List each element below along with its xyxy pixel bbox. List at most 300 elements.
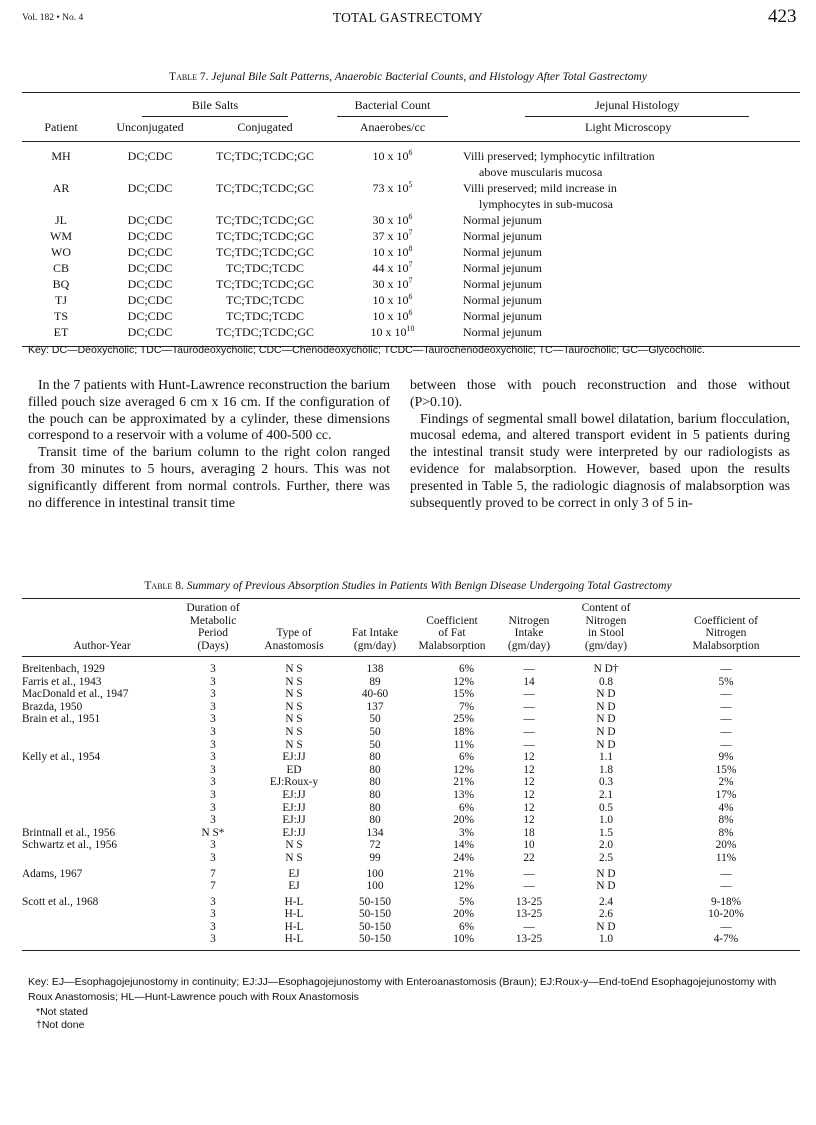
fat-intake-cell: 138 (366, 663, 384, 675)
nitrogen-intake-cell: 12 (523, 763, 535, 776)
table-row (22, 814, 800, 827)
nitrogen-intake-cell: — (523, 688, 535, 701)
fat-malabsorption-cell: 10% (453, 933, 474, 946)
header-line: (Days) (197, 639, 229, 652)
fat-malabsorption-cell: 12% (453, 880, 474, 893)
stool-nitrogen-cell: N D† (593, 663, 619, 675)
table-row (22, 802, 800, 815)
nitrogen-intake-cell: — (523, 738, 535, 751)
fat-intake-cell: 50 (369, 725, 381, 738)
nitrogen-malabsorption-cell: 5% (718, 675, 734, 688)
anastomosis-type-cell: N S (285, 839, 303, 852)
anaerobe-count-cell (330, 141, 455, 180)
histology-line: Normal jejunum (463, 292, 542, 307)
anastomosis-type-cell: EJ (288, 880, 300, 893)
nitrogen-malabsorption-cell: — (720, 867, 732, 880)
fat-intake-cell: 100 (366, 880, 384, 893)
fat-intake-cell: 40-60 (361, 688, 389, 701)
header-line: Anastomosis (264, 639, 324, 652)
count-base: 10 x 10 (372, 148, 409, 163)
anastomosis-type-cell: H-L (284, 920, 304, 933)
col-nitrogen-malabsorption (652, 602, 800, 657)
fat-intake-cell: 80 (369, 763, 381, 776)
table7-title: Jejunal Bile Salt Patterns, Anaerobic Bacterial Counts, and Histology After Total Gastrectomy (211, 71, 647, 83)
nitrogen-intake-cell: 12 (523, 776, 535, 789)
anastomosis-type-cell: EJ (288, 867, 300, 880)
count-base: 10 x 10 (372, 308, 409, 323)
col-author-year (22, 602, 182, 657)
stool-nitrogen-cell: 0.5 (598, 801, 614, 814)
nitrogen-malabsorption-cell: — (720, 700, 732, 713)
table-row (22, 676, 800, 689)
conjugated-cell: TC;TDC;TCDC;GC (215, 212, 314, 227)
col-stool-nitrogen (560, 602, 652, 657)
histology-line: Normal jejunum (463, 228, 542, 243)
paragraph: Findings of segmental small bowel dilatation, barium flocculation, mucosal edema, and altered transport evident in 5 patients during the intestinal transit study were interpreted by our radiologists as evidence for malabsorption. However, based upon the results presented in Table 5, the radiologic diagnosis of malabsorption was subsequently proved to be correct in only 3 of 5 in- (410, 410, 790, 510)
anaerobe-count-cell (330, 292, 455, 308)
header-line: (gm/day) (507, 639, 551, 652)
table-row (22, 657, 800, 676)
header-line: Duration of (186, 602, 240, 614)
duration-cell: 3 (210, 751, 216, 764)
anaerobe-count-cell (330, 212, 455, 228)
stool-nitrogen-cell: N D (596, 867, 616, 880)
fat-malabsorption-cell: 25% (453, 713, 474, 726)
author-year-cell (22, 789, 182, 802)
duration-cell: 7 (210, 880, 216, 893)
anaerobe-count-cell (330, 260, 455, 276)
count-exponent: 10 (406, 323, 415, 333)
fat-intake-cell: 100 (366, 867, 384, 880)
unconjugated-cell: DC;CDC (127, 228, 173, 243)
author-year-cell (22, 802, 182, 815)
anaerobe-count-cell (330, 244, 455, 260)
header-line: Nitrogen (508, 614, 550, 627)
nitrogen-intake-cell: 12 (523, 788, 535, 801)
table-row (22, 308, 800, 324)
fat-malabsorption-cell: 3% (458, 826, 474, 839)
duration-cell: 3 (210, 920, 216, 933)
histology-cell (455, 180, 800, 212)
col-anaerobes: Anaerobes/cc (359, 120, 426, 134)
conjugated-cell: TC;TDC;TCDC (225, 260, 304, 275)
anastomosis-type-cell: N S (285, 675, 303, 688)
histology-line: Normal jejunum (463, 260, 542, 275)
col-duration (182, 602, 244, 657)
stool-nitrogen-cell: 1.1 (598, 751, 614, 764)
paragraph: In the 7 patients with Hunt-Lawrence reconstruction the barium filled pouch size averaged 6 cm x 16 cm. If the configuration of the pouch can be approximated by a cylinder, these dimensions correspond to a reservoir with a volume of 400-500 cc. (28, 377, 390, 443)
fat-intake-cell: 50-150 (358, 920, 391, 933)
anaerobe-count-cell (330, 180, 455, 212)
footnote-not-done: †Not done (36, 1019, 85, 1031)
author-year-cell: Brazda, 1950 (22, 700, 83, 713)
histology-cell (455, 212, 800, 228)
author-year-cell: Adams, 1967 (22, 867, 83, 880)
count-base: 73 x 10 (372, 180, 409, 195)
table7-top-rule (22, 92, 800, 93)
body-right-column (410, 377, 790, 511)
stool-nitrogen-cell: N D (596, 713, 616, 726)
col-nitrogen-intake (498, 602, 560, 657)
duration-cell: 3 (210, 725, 216, 738)
col-light-microscopy: Light Microscopy (585, 120, 672, 134)
duration-cell: 3 (210, 738, 216, 751)
page-number: 423 (768, 6, 797, 27)
author-year-cell (22, 880, 182, 893)
histology-line: Villi preserved; lymphocytic infiltration (463, 148, 655, 163)
count-exponent: 7 (408, 259, 413, 269)
header-line: in Stool (587, 627, 625, 639)
fat-intake-cell: 50 (369, 713, 381, 726)
patient-cell: TS (53, 308, 68, 323)
stool-nitrogen-cell: 2.4 (598, 895, 614, 908)
count-exponent: 8 (408, 243, 413, 253)
table8 (22, 602, 800, 951)
anastomosis-type-cell: EJ:JJ (282, 788, 306, 801)
histology-cell (455, 276, 800, 292)
table-row (22, 921, 800, 934)
nitrogen-intake-cell: 12 (523, 814, 535, 827)
col-anastomosis-type (244, 602, 344, 657)
duration-cell: 3 (210, 839, 216, 852)
table7-label: Table 7. (169, 71, 209, 83)
table-row (22, 180, 800, 212)
duration-cell: 3 (210, 763, 216, 776)
body-left-column (28, 377, 390, 511)
table-row (22, 228, 800, 244)
nitrogen-intake-cell: — (523, 700, 535, 713)
conjugated-cell: TC;TDC;TCDC (225, 292, 304, 307)
nitrogen-malabsorption-cell: 9-18% (710, 895, 742, 908)
histology-line: Villi preserved; mild increase in (463, 180, 617, 195)
author-year-cell: Farris et al., 1943 (22, 675, 102, 688)
table-row (22, 726, 800, 739)
header-line: of Fat (438, 627, 466, 639)
stool-nitrogen-cell: N D (596, 700, 616, 713)
fat-malabsorption-cell: 12% (453, 763, 474, 776)
fat-malabsorption-cell: 6% (458, 801, 474, 814)
nitrogen-intake-cell: — (523, 663, 535, 675)
anastomosis-type-cell: EJ:JJ (282, 751, 306, 764)
nitrogen-malabsorption-cell: 10-20% (708, 908, 744, 921)
nitrogen-malabsorption-cell: — (720, 713, 732, 726)
histology-cell (455, 260, 800, 276)
paragraph: between those with pouch reconstruction and those without (P>0.10). (410, 377, 790, 409)
stool-nitrogen-cell: 1.8 (598, 763, 614, 776)
nitrogen-intake-cell: 14 (523, 675, 535, 688)
fat-malabsorption-cell: 21% (453, 776, 474, 789)
fat-malabsorption-cell: 20% (453, 814, 474, 827)
nitrogen-intake-cell: — (523, 713, 535, 726)
duration-cell: 3 (210, 700, 216, 713)
anaerobe-count-cell (330, 308, 455, 324)
count-base: 44 x 10 (372, 260, 409, 275)
duration-cell: 3 (210, 663, 216, 675)
nitrogen-malabsorption-cell: 17% (715, 788, 737, 801)
histology-cell (455, 141, 800, 180)
header-line: (gm/day) (584, 639, 628, 652)
anastomosis-type-cell: H-L (284, 933, 304, 946)
count-exponent: 7 (408, 227, 413, 237)
anastomosis-type-cell: H-L (284, 908, 304, 921)
duration-cell: 3 (210, 814, 216, 827)
author-year-cell: MacDonald et al., 1947 (22, 688, 129, 701)
count-base: 10 x 10 (372, 292, 409, 307)
stool-nitrogen-cell: N D (596, 725, 616, 738)
duration-cell: 3 (210, 933, 216, 946)
stool-nitrogen-cell: N D (596, 688, 616, 701)
table8-key: Key: EJ—Esophagojejunostomy in continuity; EJ:JJ—Esophagojejunostomy with Enteroanastomosis (Braun); EJ:Roux-y—End-toEnd Esophagojejunostomy with Roux Anastomosis; HL—Hunt-Lawrence pouch with Roux Anastomosis (28, 976, 777, 1003)
table-row (22, 244, 800, 260)
anastomosis-type-cell: N S (285, 688, 303, 701)
table-row (22, 865, 800, 881)
fat-malabsorption-cell: 6% (458, 920, 474, 933)
unconjugated-cell: DC;CDC (127, 324, 173, 339)
count-base: 37 x 10 (372, 228, 409, 243)
unconjugated-cell: DC;CDC (127, 292, 173, 307)
fat-malabsorption-cell: 5% (458, 895, 474, 908)
table-row (22, 908, 800, 921)
author-year-cell: Scott et al., 1968 (22, 895, 99, 908)
author-year-cell (22, 921, 182, 934)
anastomosis-type-cell: N S (285, 663, 303, 675)
histology-cell (455, 292, 800, 308)
table-row (22, 751, 800, 764)
header-line: Nitrogen (585, 614, 627, 627)
table-row (22, 739, 800, 752)
count-base: 30 x 10 (372, 276, 409, 291)
table-row (22, 880, 800, 893)
histology-line: lymphocytes in sub-mucosa (479, 196, 613, 211)
anastomosis-type-cell: EJ:JJ (282, 826, 306, 839)
count-exponent: 6 (408, 211, 413, 221)
author-year-cell: Schwartz et al., 1956 (22, 839, 118, 852)
header-line: Fat Intake (351, 627, 399, 639)
header-line: Type of (276, 627, 312, 639)
duration-cell: 3 (210, 851, 216, 864)
anastomosis-type-cell: N S (285, 851, 303, 864)
table-row (22, 764, 800, 777)
nitrogen-malabsorption-cell: 15% (715, 763, 737, 776)
anastomosis-type-cell: ED (286, 763, 302, 776)
journal-volume: Vol. 182 • No. 4 (22, 13, 84, 23)
fat-intake-cell: 50 (369, 738, 381, 751)
histology-cell (455, 244, 800, 260)
conjugated-cell: TC;TDC;TCDC (225, 308, 304, 323)
fat-intake-cell: 80 (369, 814, 381, 827)
header-line: Coefficient of (694, 614, 758, 627)
anastomosis-type-cell: H-L (284, 895, 304, 908)
stool-nitrogen-cell: 2.5 (598, 851, 614, 864)
nitrogen-intake-cell: 22 (523, 851, 535, 864)
nitrogen-intake-cell: 12 (523, 801, 535, 814)
author-year-cell (22, 764, 182, 777)
duration-cell: N S* (201, 826, 225, 839)
histology-line: Normal jejunum (463, 324, 542, 339)
col-fat-intake (344, 602, 406, 657)
stool-nitrogen-cell: 2.0 (598, 839, 614, 852)
col-patient: Patient (44, 120, 78, 134)
anastomosis-type-cell: N S (285, 725, 303, 738)
stool-nitrogen-cell: 1.5 (598, 826, 614, 839)
header-line: Period (197, 627, 229, 639)
histology-cell (455, 308, 800, 324)
footnote-not-stated: *Not stated (36, 1006, 88, 1018)
header-line: Malabsorption (692, 639, 760, 652)
table-row (22, 276, 800, 292)
unconjugated-cell: DC;CDC (127, 260, 173, 275)
table8-top-rule (22, 598, 800, 599)
duration-cell: 3 (210, 776, 216, 789)
stool-nitrogen-cell: N D (596, 920, 616, 933)
nitrogen-malabsorption-cell: 4-7% (713, 933, 739, 946)
fat-intake-cell: 80 (369, 776, 381, 789)
stool-nitrogen-cell: 0.8 (598, 675, 614, 688)
stool-nitrogen-cell: 2.1 (598, 788, 614, 801)
duration-cell: 3 (210, 801, 216, 814)
fat-malabsorption-cell: 6% (458, 663, 474, 675)
fat-intake-cell: 89 (369, 675, 381, 688)
histology-line: above muscularis mucosa (479, 164, 603, 179)
nitrogen-malabsorption-cell: — (720, 880, 732, 893)
count-exponent: 7 (408, 275, 413, 285)
anastomosis-type-cell: N S (285, 738, 303, 751)
histology-line: Normal jejunum (463, 276, 542, 291)
nitrogen-intake-cell: — (523, 867, 535, 880)
conjugated-cell: TC;TDC;TCDC;GC (215, 228, 314, 243)
unconjugated-cell: DC;CDC (127, 276, 173, 291)
table-row (22, 933, 800, 950)
count-base: 10 x 10 (372, 244, 409, 259)
jejunal-histology-header: Jejunal Histology (525, 97, 749, 117)
author-year-cell (22, 814, 182, 827)
author-year-cell (22, 852, 182, 865)
patient-cell: MH (51, 148, 71, 163)
author-year-cell (22, 726, 182, 739)
patient-cell: JL (55, 212, 67, 227)
table-row (22, 701, 800, 714)
unconjugated-cell: DC;CDC (127, 244, 173, 259)
unconjugated-cell: DC;CDC (127, 212, 173, 227)
table8-caption (0, 580, 816, 592)
table-row (22, 292, 800, 308)
fat-intake-cell: 99 (369, 851, 381, 864)
nitrogen-malabsorption-cell: 8% (718, 826, 734, 839)
table-row (22, 688, 800, 701)
count-exponent: 6 (408, 307, 413, 317)
stool-nitrogen-cell: N D (596, 738, 616, 751)
table-row (22, 839, 800, 852)
bile-salts-header: Bile Salts (142, 97, 288, 117)
table-row (22, 141, 800, 180)
histology-line: Normal jejunum (463, 212, 542, 227)
nitrogen-intake-cell: — (523, 725, 535, 738)
fat-malabsorption-cell: 20% (453, 908, 474, 921)
fat-intake-cell: 137 (366, 700, 384, 713)
nitrogen-malabsorption-cell: 4% (718, 801, 734, 814)
anastomosis-type-cell: N S (285, 700, 303, 713)
paragraph: Transit time of the barium column to the right colon ranged from 30 minutes to 5 hours, averaging 2 hours. This was not significantly different from normal controls. Further, there was no difference in intestinal transit time (28, 444, 390, 510)
count-exponent: 5 (408, 179, 413, 189)
unconjugated-cell: DC;CDC (127, 180, 173, 195)
stool-nitrogen-cell: 1.0 (598, 933, 614, 946)
fat-malabsorption-cell: 6% (458, 751, 474, 764)
fat-intake-cell: 72 (369, 839, 381, 852)
fat-malabsorption-cell: 21% (453, 867, 474, 880)
table7-key: Key: DC—Deoxycholic; TDC—Taurodeoxycholic; CDC—Chenodeoxycholic; TCDC—Taurochenodeoxycholic; TC—Taurocholic; GC—Glycocholic. (28, 344, 705, 356)
fat-malabsorption-cell: 7% (458, 700, 474, 713)
header-line: Author-Year (73, 639, 131, 652)
duration-cell: 3 (210, 788, 216, 801)
conjugated-cell: TC;TDC;TCDC;GC (215, 276, 314, 291)
conjugated-cell: TC;TDC;TCDC;GC (215, 324, 314, 339)
stool-nitrogen-cell: 1.0 (598, 814, 614, 827)
patient-cell: WO (51, 244, 71, 259)
stool-nitrogen-cell: N D (596, 880, 616, 893)
header-line: Content of (581, 602, 631, 614)
table7 (22, 97, 800, 347)
fat-intake-cell: 50-150 (358, 908, 391, 921)
fat-intake-cell: 80 (369, 751, 381, 764)
fat-intake-cell: 80 (369, 788, 381, 801)
running-title: TOTAL GASTRECTOMY (332, 10, 484, 25)
duration-cell: 3 (210, 713, 216, 726)
anaerobe-count-cell (330, 276, 455, 292)
table8-title: Summary of Previous Absorption Studies in Patients With Benign Disease Undergoing Total Gastrectomy (186, 580, 672, 592)
header-line: Nitrogen (705, 627, 747, 639)
author-year-cell (22, 776, 182, 789)
patient-cell: TJ (55, 292, 67, 307)
nitrogen-malabsorption-cell: 8% (718, 814, 734, 827)
patient-cell: AR (52, 180, 70, 195)
nitrogen-malabsorption-cell: — (720, 663, 732, 675)
nitrogen-malabsorption-cell: 9% (718, 751, 734, 764)
col-fat-malabsorption (406, 602, 498, 657)
stool-nitrogen-cell: 0.3 (598, 776, 614, 789)
table-row (22, 212, 800, 228)
header-line: Coefficient (426, 614, 478, 627)
conjugated-cell: TC;TDC;TCDC;GC (215, 148, 314, 163)
fat-intake-cell: 134 (366, 826, 384, 839)
count-exponent: 6 (408, 147, 413, 157)
fat-malabsorption-cell: 13% (453, 788, 474, 801)
unconjugated-cell: DC;CDC (127, 148, 173, 163)
fat-malabsorption-cell: 18% (453, 725, 474, 738)
header-line: Metabolic (189, 614, 237, 627)
nitrogen-intake-cell: 13-25 (515, 895, 543, 908)
nitrogen-intake-cell: 13-25 (515, 908, 543, 921)
patient-cell: BQ (52, 276, 70, 291)
patient-cell: CB (52, 260, 69, 275)
duration-cell: 3 (210, 908, 216, 921)
count-exponent: 6 (408, 291, 413, 301)
nitrogen-malabsorption-cell: 11% (715, 851, 737, 864)
header-line: Malabsorption (418, 639, 486, 652)
anastomosis-type-cell: EJ:Roux-y (269, 776, 319, 789)
anastomosis-type-cell: EJ:JJ (282, 801, 306, 814)
stool-nitrogen-cell: 2.6 (598, 908, 614, 921)
table-row (22, 893, 800, 909)
table8-label: Table 8. (144, 580, 184, 592)
bacterial-count-header: Bacterial Count (337, 97, 449, 117)
conjugated-cell: TC;TDC;TCDC;GC (215, 244, 314, 259)
duration-cell: 3 (210, 895, 216, 908)
author-year-cell: Brain et al., 1951 (22, 713, 101, 726)
anaerobe-count-cell (330, 228, 455, 244)
fat-malabsorption-cell: 14% (453, 839, 474, 852)
anastomosis-type-cell: N S (285, 713, 303, 726)
table-row (22, 260, 800, 276)
